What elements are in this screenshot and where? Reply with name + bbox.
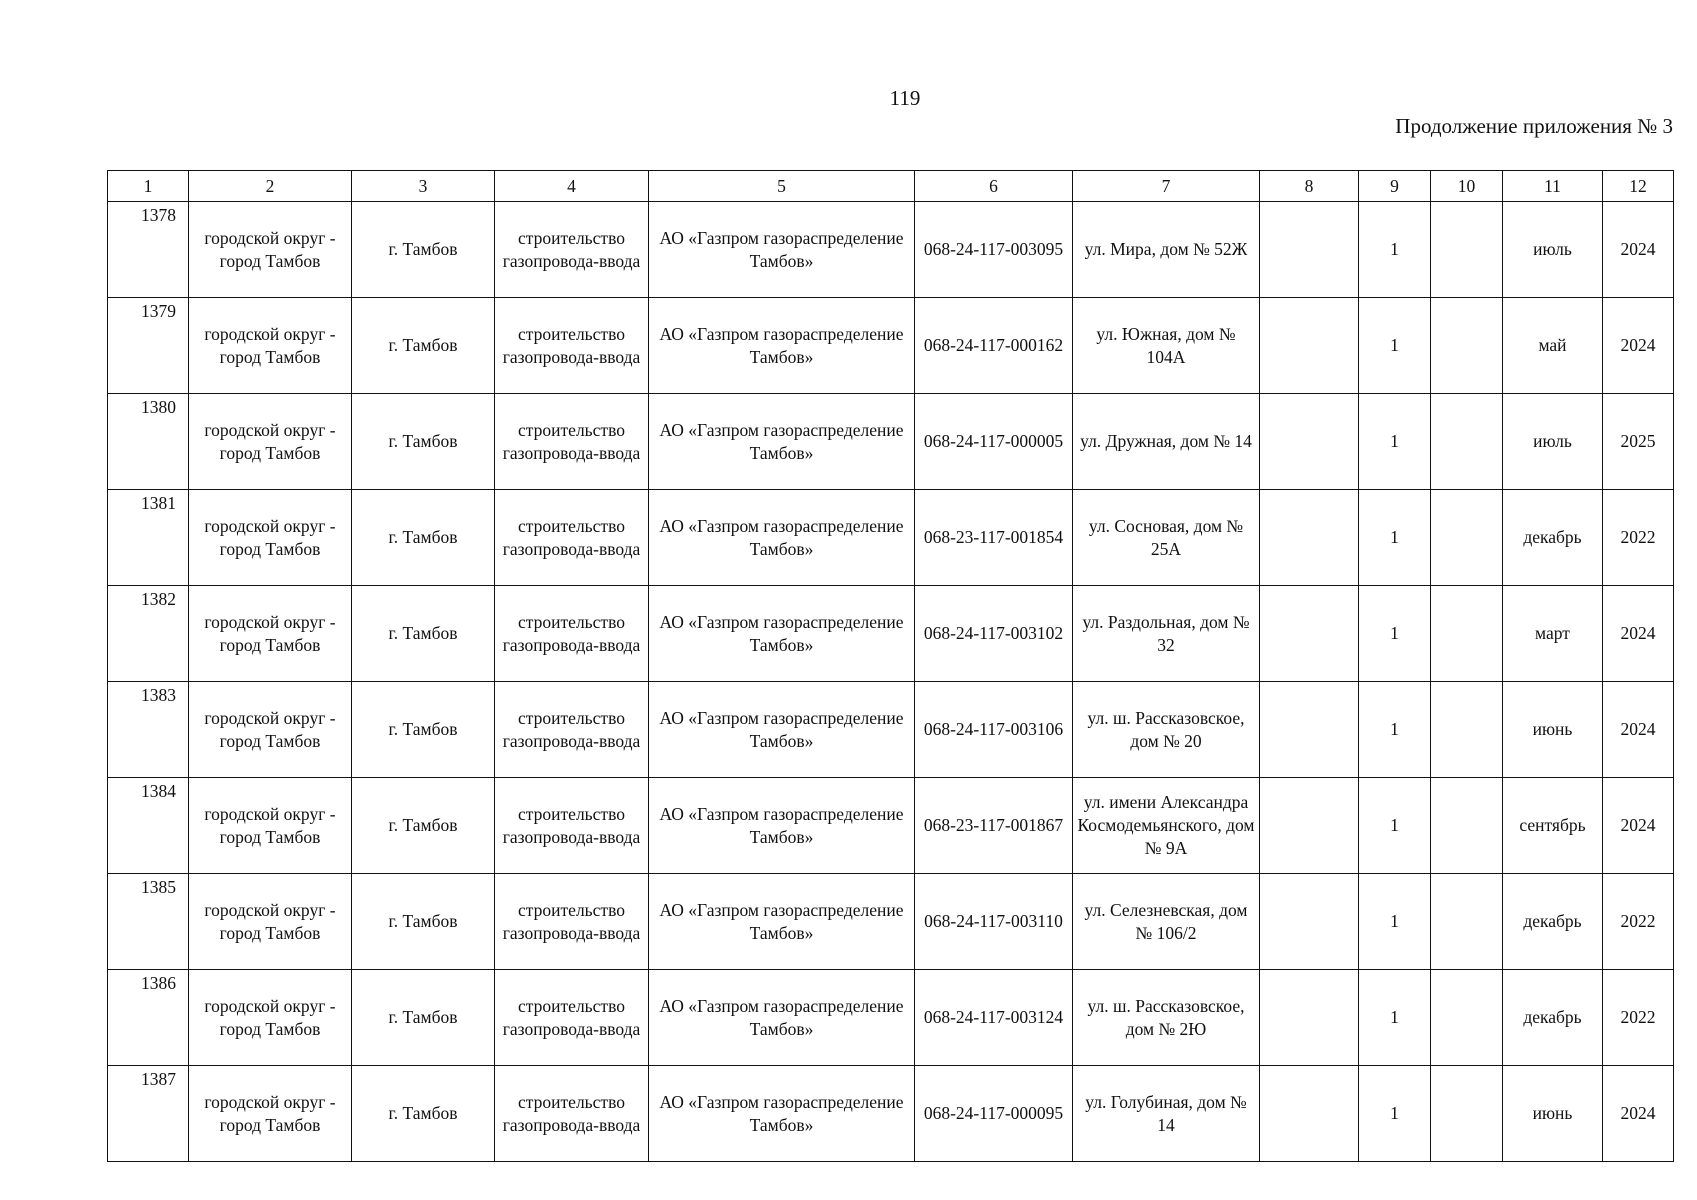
table-row: [108, 586, 1674, 682]
column-8-cell: [1260, 490, 1359, 586]
data-table: [107, 170, 1674, 1162]
district-cell: городской округ - город Тамбов: [189, 586, 352, 682]
year-cell: 2024: [1603, 778, 1674, 874]
year-cell: 2022: [1603, 970, 1674, 1066]
month-cell: июнь: [1503, 1066, 1603, 1162]
column-8-cell: [1260, 970, 1359, 1066]
count-cell: 1: [1359, 778, 1431, 874]
work-type-cell: строительство газопровода-ввода: [495, 298, 649, 394]
address-cell: ул. ш. Рассказовское, дом № 20: [1073, 682, 1260, 778]
district-cell: городской округ - город Тамбов: [189, 490, 352, 586]
city-cell: г. Тамбов: [352, 394, 495, 490]
table-row: [108, 298, 1674, 394]
month-cell: июль: [1503, 394, 1603, 490]
row-number: 1384: [108, 778, 189, 874]
row-number: 1386: [108, 970, 189, 1066]
month-cell: май: [1503, 298, 1603, 394]
code-cell: 068-23-117-001867: [915, 778, 1073, 874]
year-cell: 2024: [1603, 1066, 1674, 1162]
column-8-cell: [1260, 778, 1359, 874]
count-cell: 1: [1359, 394, 1431, 490]
work-type-cell: строительство газопровода-ввода: [495, 394, 649, 490]
count-cell: 1: [1359, 298, 1431, 394]
column-10-cell: [1431, 202, 1503, 298]
organization-cell: АО «Газпром газораспределение Тамбов»: [649, 682, 915, 778]
address-cell: ул. Голубиная, дом № 14: [1073, 1066, 1260, 1162]
column-8-cell: [1260, 394, 1359, 490]
organization-cell: АО «Газпром газораспределение Тамбов»: [649, 874, 915, 970]
row-number: 1383: [108, 682, 189, 778]
district-cell: городской округ - город Тамбов: [189, 874, 352, 970]
address-cell: ул. Южная, дом № 104А: [1073, 298, 1260, 394]
city-cell: г. Тамбов: [352, 586, 495, 682]
month-cell: сентябрь: [1503, 778, 1603, 874]
code-cell: 068-24-117-003106: [915, 682, 1073, 778]
row-number: 1387: [108, 1066, 189, 1162]
row-number: 1378: [108, 202, 189, 298]
work-type-cell: строительство газопровода-ввода: [495, 202, 649, 298]
district-cell: городской округ - город Тамбов: [189, 298, 352, 394]
month-cell: июнь: [1503, 682, 1603, 778]
table-row: [108, 490, 1674, 586]
table-row: [108, 1066, 1674, 1162]
work-type-cell: строительство газопровода-ввода: [495, 778, 649, 874]
continuation-label: Продолжение приложения № 3: [1395, 114, 1673, 138]
city-cell: г. Тамбов: [352, 682, 495, 778]
code-cell: 068-24-117-000162: [915, 298, 1073, 394]
code-cell: 068-24-117-003095: [915, 202, 1073, 298]
column-header: 5: [649, 171, 915, 202]
column-header: 1: [108, 171, 189, 202]
code-cell: 068-24-117-000005: [915, 394, 1073, 490]
column-10-cell: [1431, 874, 1503, 970]
column-header: 11: [1503, 171, 1603, 202]
column-header: 3: [352, 171, 495, 202]
work-type-cell: строительство газопровода-ввода: [495, 874, 649, 970]
organization-cell: АО «Газпром газораспределение Тамбов»: [649, 970, 915, 1066]
code-cell: 068-24-117-003110: [915, 874, 1073, 970]
count-cell: 1: [1359, 682, 1431, 778]
column-8-cell: [1260, 202, 1359, 298]
table-row: [108, 778, 1674, 874]
column-10-cell: [1431, 490, 1503, 586]
work-type-cell: строительство газопровода-ввода: [495, 586, 649, 682]
month-cell: декабрь: [1503, 970, 1603, 1066]
column-10-cell: [1431, 682, 1503, 778]
organization-cell: АО «Газпром газораспределение Тамбов»: [649, 778, 915, 874]
row-number: 1379: [108, 298, 189, 394]
year-cell: 2024: [1603, 682, 1674, 778]
district-cell: городской округ - город Тамбов: [189, 682, 352, 778]
count-cell: 1: [1359, 970, 1431, 1066]
year-cell: 2024: [1603, 298, 1674, 394]
header-row: [108, 171, 1674, 202]
work-type-cell: строительство газопровода-ввода: [495, 682, 649, 778]
month-cell: декабрь: [1503, 490, 1603, 586]
row-number: 1382: [108, 586, 189, 682]
count-cell: 1: [1359, 202, 1431, 298]
organization-cell: АО «Газпром газораспределение Тамбов»: [649, 1066, 915, 1162]
district-cell: городской округ - город Тамбов: [189, 394, 352, 490]
organization-cell: АО «Газпром газораспределение Тамбов»: [649, 490, 915, 586]
column-header: 4: [495, 171, 649, 202]
column-10-cell: [1431, 1066, 1503, 1162]
table-row: [108, 394, 1674, 490]
month-cell: март: [1503, 586, 1603, 682]
year-cell: 2022: [1603, 490, 1674, 586]
city-cell: г. Тамбов: [352, 970, 495, 1066]
address-cell: ул. Селезневская, дом № 106/2: [1073, 874, 1260, 970]
organization-cell: АО «Газпром газораспределение Тамбов»: [649, 202, 915, 298]
column-8-cell: [1260, 682, 1359, 778]
city-cell: г. Тамбов: [352, 778, 495, 874]
organization-cell: АО «Газпром газораспределение Тамбов»: [649, 298, 915, 394]
column-header: 9: [1359, 171, 1431, 202]
column-header: 12: [1603, 171, 1674, 202]
column-10-cell: [1431, 586, 1503, 682]
year-cell: 2025: [1603, 394, 1674, 490]
city-cell: г. Тамбов: [352, 490, 495, 586]
year-cell: 2022: [1603, 874, 1674, 970]
district-cell: городской округ - город Тамбов: [189, 1066, 352, 1162]
count-cell: 1: [1359, 586, 1431, 682]
work-type-cell: строительство газопровода-ввода: [495, 1066, 649, 1162]
page-number: 119: [889, 86, 921, 110]
table-body: [108, 202, 1674, 1162]
address-cell: ул. имени Александра Космодемьянского, дом № 9А: [1073, 778, 1260, 874]
city-cell: г. Тамбов: [352, 1066, 495, 1162]
address-cell: ул. Раздольная, дом № 32: [1073, 586, 1260, 682]
column-header: 7: [1073, 171, 1260, 202]
city-cell: г. Тамбов: [352, 202, 495, 298]
address-cell: ул. Дружная, дом № 14: [1073, 394, 1260, 490]
row-number: 1385: [108, 874, 189, 970]
district-cell: городской округ - город Тамбов: [189, 778, 352, 874]
column-10-cell: [1431, 970, 1503, 1066]
address-cell: ул. ш. Рассказовское, дом № 2Ю: [1073, 970, 1260, 1066]
column-header: 8: [1260, 171, 1359, 202]
column-8-cell: [1260, 586, 1359, 682]
organization-cell: АО «Газпром газораспределение Тамбов»: [649, 394, 915, 490]
count-cell: 1: [1359, 1066, 1431, 1162]
column-header: 10: [1431, 171, 1503, 202]
column-10-cell: [1431, 394, 1503, 490]
row-number: 1381: [108, 490, 189, 586]
count-cell: 1: [1359, 490, 1431, 586]
code-cell: 068-23-117-001854: [915, 490, 1073, 586]
column-10-cell: [1431, 778, 1503, 874]
year-cell: 2024: [1603, 586, 1674, 682]
count-cell: 1: [1359, 874, 1431, 970]
month-cell: июль: [1503, 202, 1603, 298]
code-cell: 068-24-117-003102: [915, 586, 1073, 682]
address-cell: ул. Мира, дом № 52Ж: [1073, 202, 1260, 298]
city-cell: г. Тамбов: [352, 874, 495, 970]
row-number: 1380: [108, 394, 189, 490]
address-cell: ул. Сосновая, дом № 25А: [1073, 490, 1260, 586]
table-row: [108, 682, 1674, 778]
district-cell: городской округ - город Тамбов: [189, 970, 352, 1066]
work-type-cell: строительство газопровода-ввода: [495, 970, 649, 1066]
organization-cell: АО «Газпром газораспределение Тамбов»: [649, 586, 915, 682]
table-row: [108, 202, 1674, 298]
column-header: 6: [915, 171, 1073, 202]
column-8-cell: [1260, 874, 1359, 970]
city-cell: г. Тамбов: [352, 298, 495, 394]
table-row: [108, 970, 1674, 1066]
column-8-cell: [1260, 298, 1359, 394]
code-cell: 068-24-117-003124: [915, 970, 1073, 1066]
year-cell: 2024: [1603, 202, 1674, 298]
table-row: [108, 874, 1674, 970]
district-cell: городской округ - город Тамбов: [189, 202, 352, 298]
work-type-cell: строительство газопровода-ввода: [495, 490, 649, 586]
month-cell: декабрь: [1503, 874, 1603, 970]
column-8-cell: [1260, 1066, 1359, 1162]
code-cell: 068-24-117-000095: [915, 1066, 1073, 1162]
column-10-cell: [1431, 298, 1503, 394]
column-header: 2: [189, 171, 352, 202]
